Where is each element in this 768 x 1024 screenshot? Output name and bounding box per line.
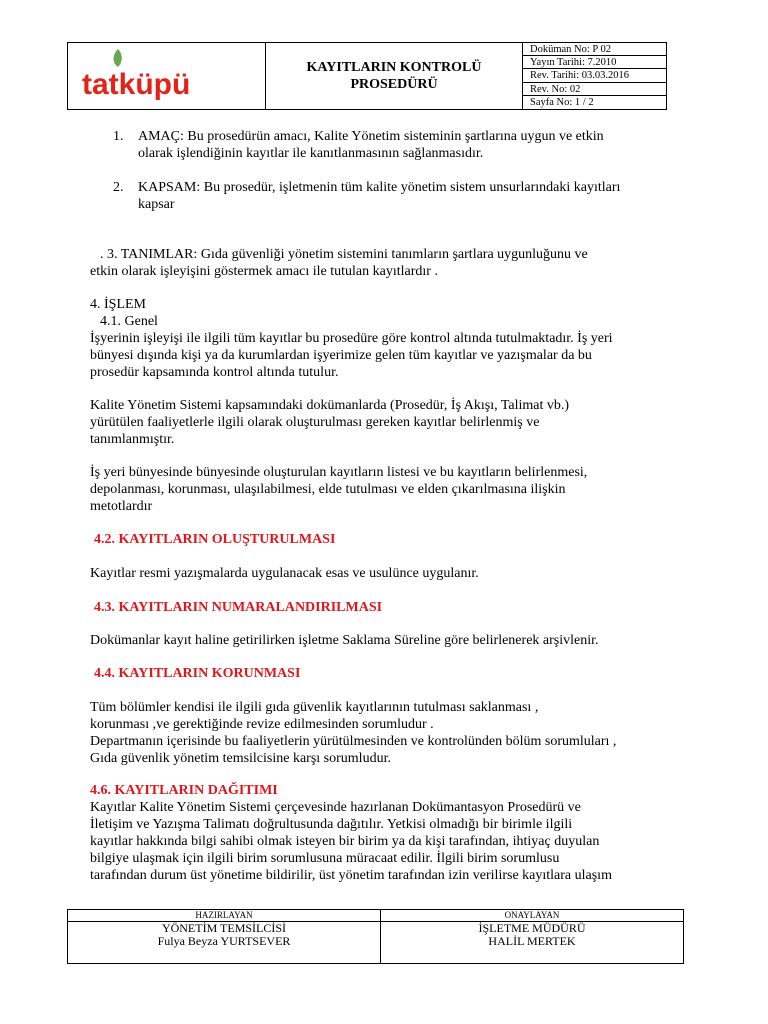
title-line-2: PROSEDÜRÜ bbox=[350, 77, 438, 92]
genel-p2-line-1: Kalite Yönetim Sistemi kapsamındaki dokümanlarda (Prosedür, İş Akışı, Talimat vb.) bbox=[90, 398, 570, 413]
genel-p1-line-2: bünyesi dışında kişi ya da kurumlardan işyerimize gelen tüm kayıtlar ve yazışmalar da bu bbox=[90, 348, 592, 363]
para-4-6-line-1: Kayıtlar Kalite Yönetim Sistemi çerçevesinde hazırlanan Dokümantasyon Prosedürü ve bbox=[90, 800, 581, 815]
amac-line-2: olarak işlendiğinin kayıtlar ile kanıtlanmasının sağlanmasıdır. bbox=[138, 146, 484, 161]
genel-p3-line-2: depolanması, korunması, ulaşılabilmesi, elde tutulması ve elden çıkarılmasına ilişkin bbox=[90, 482, 566, 497]
document-title bbox=[266, 43, 523, 109]
rev-date: Rev. Tarihi: 03.03.2016 bbox=[523, 69, 666, 82]
rev-no: Rev. No: 02 bbox=[523, 83, 666, 96]
kapsam-number: 2. bbox=[113, 180, 124, 195]
heading-4-4: 4.4. KAYITLARIN KORUNMASI bbox=[94, 666, 301, 681]
kapsam-line-2: kapsar bbox=[138, 197, 175, 212]
heading-4-6: 4.6. KAYITLARIN DAĞITIMI bbox=[90, 783, 278, 798]
approval-footer bbox=[67, 909, 684, 964]
para-4-6-line-2: İletişim ve Yazışma Talimatı doğrultusunda dağıtılır. Yetkisi olmadığı bir birimle ilgili bbox=[90, 817, 573, 832]
para-4-6-line-3: kayıtlar hakkında bilgi sahibi olmak isteyen bir birim ya da kişi tarafından, ihtiyaç duyulan bbox=[90, 834, 600, 849]
doc-no: Doküman No: P 02 bbox=[523, 43, 666, 56]
approved-role: İŞLETME MÜDÜRÜ bbox=[478, 921, 586, 935]
genel-p3-line-1: İş yeri bünyesinde bünyesinde oluşturulan kayıtların listesi ve bu kayıtların belirlenmesi, bbox=[90, 465, 588, 480]
leaf-icon bbox=[114, 49, 122, 67]
document-header bbox=[67, 42, 667, 110]
genel-p1-line-3: prosedür kapsamında kontrol altında tutulur. bbox=[90, 365, 339, 380]
approved-by bbox=[381, 910, 683, 963]
para-4-4-line-2: korunması ,ve gerektiğinde revize edilmesinden sorumludur . bbox=[90, 717, 434, 732]
islem-heading: 4. İŞLEM bbox=[90, 297, 146, 312]
logo-graphic bbox=[68, 43, 265, 109]
para-4-3: Dokümanlar kayıt haline getirilirken işletme Saklama Süreline göre belirlenerek arşivlenir. bbox=[90, 633, 599, 648]
para-4-4-line-4: Gıda güvenlik yönetim temsilcisine karşı sorumludur. bbox=[90, 751, 391, 766]
genel-p3-line-3: metotlardır bbox=[90, 499, 153, 514]
company-logo bbox=[68, 43, 266, 109]
amac-number: 1. bbox=[113, 129, 124, 144]
pub-date: Yayın Tarihi: 7.2010 bbox=[523, 56, 666, 69]
para-4-6-line-5: tarafından durum üst yönetime bildirilir, üst yönetim tarafından izin verilirse kayıtlara ulaşım bbox=[90, 868, 612, 883]
logo-text: tatküpü bbox=[82, 68, 191, 101]
genel-p2-line-3: tanımlanmıştır. bbox=[90, 432, 175, 447]
para-4-4-line-1: Tüm bölümler kendisi ile ilgili gıda güvenlik kayıtlarının tutulması saklanması , bbox=[90, 700, 539, 715]
heading-4-3: 4.3. KAYITLARIN NUMARALANDIRILMASI bbox=[94, 600, 383, 615]
prepared-name: Fulya Beyza YURTSEVER bbox=[157, 934, 291, 948]
title-line-1: KAYITLARIN KONTROLÜ bbox=[306, 60, 482, 75]
page-no: Sayfa No: 1 / 2 bbox=[530, 96, 594, 108]
para-4-4-line-3: Departmanın içerisinde bu faaliyetlerin yürütülmesinden ve kontrolünden bölüm sorumluları , bbox=[90, 734, 617, 749]
prepared-role: YÖNETİM TEMSİLCİSİ bbox=[161, 921, 287, 935]
prepared-by bbox=[68, 910, 381, 963]
para-4-6-line-4: bilgiye ulaşmak için ilgili birim sorumlusuna müracaat edilir. İlgili birim sorumlusu bbox=[90, 851, 560, 866]
para-4-2: Kayıtlar resmi yazışmalarda uygulanacak esas ve usulünce uygulanır. bbox=[90, 566, 479, 581]
document-meta bbox=[523, 43, 666, 109]
genel-heading: 4.1. Genel bbox=[100, 314, 158, 329]
approved-label: ONAYLAYAN bbox=[381, 910, 683, 922]
heading-4-2: 4.2. KAYITLARIN OLUŞTURULMASI bbox=[94, 532, 336, 547]
genel-p2-line-2: yürütülen faaliyetlerle ilgili olarak oluşturulması gereken kayıtlar belirlenmiş ve bbox=[90, 415, 540, 430]
kapsam-line-1: KAPSAM: Bu prosedür, işletmenin tüm kalite yönetim sistem unsurlarındaki kayıtları bbox=[138, 180, 621, 195]
amac-line-1: AMAÇ: Bu prosedürün amacı, Kalite Yönetim sisteminin şartlarına uygun ve etkin bbox=[138, 129, 604, 144]
prepared-label: HAZIRLAYAN bbox=[68, 910, 380, 922]
tanimlar-line-2: etkin olarak işleyişini göstermek amacı ile tutulan kayıtlardır . bbox=[90, 264, 438, 279]
tanimlar-line-1: . 3. TANIMLAR: Gıda güvenliği yönetim sistemini tanımların şartlara uygunluğunu ve bbox=[100, 247, 588, 262]
approved-name: HALİL MERTEK bbox=[488, 934, 576, 948]
genel-p1-line-1: İşyerinin işleyişi ile ilgili tüm kayıtlar bu prosedüre göre kontrol altında tutulmaktadır. İş yeri bbox=[90, 331, 613, 346]
